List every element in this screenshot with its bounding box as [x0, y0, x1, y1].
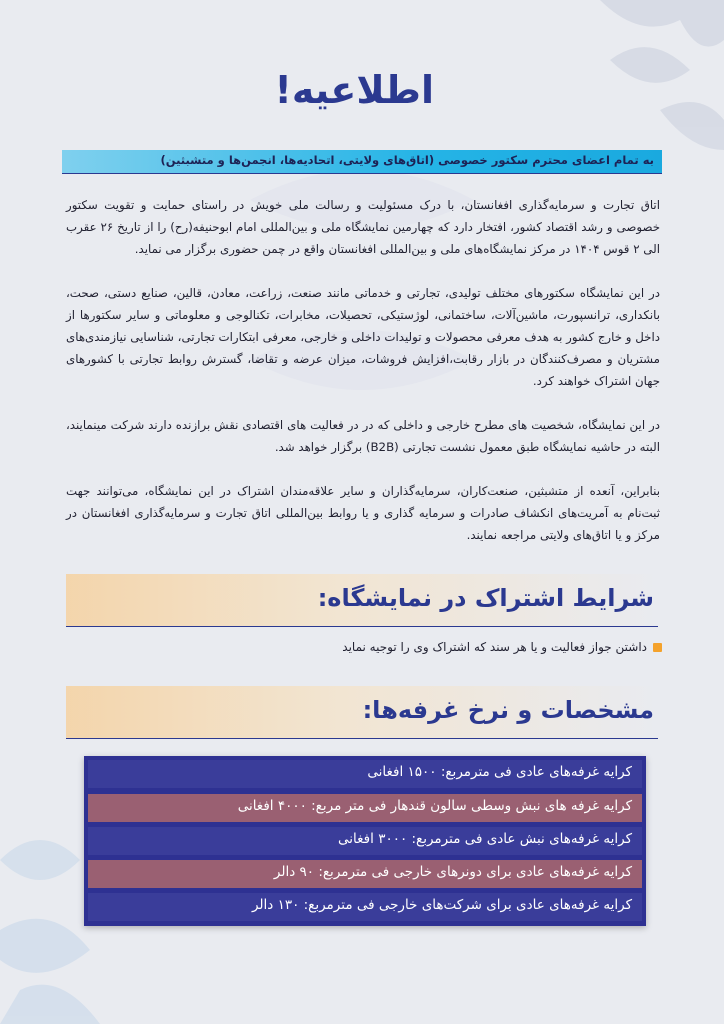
- table-row: کرایه غرفه‌های نبش عادی فی مترمربع: ۳۰۰۰ افغانی: [88, 827, 642, 855]
- audience-banner: به تمام اعضای محترم سکتور خصوصی (اتاق‌های ولایتی، اتحادیه‌ها، انجمن‌ها و متشبثین): [62, 150, 662, 174]
- page-title: اطلاعیه!: [274, 68, 434, 112]
- paragraph-sectors: در این نمایشگاه سکتورهای مختلف تولیدی، تجارتی و خدماتی مانند صنعت، زراعت، معادن، قالین، صنایع دستی، صحت، بانکداری، ترانسپورت، ماشین‌آلات، ساختمانی، لوژستیکی، تحصیلات، مخابرات، تکنالوجی و معلوماتی و سایر سکتورها از داخل و خارج کشور به هدف معرفی محصولات و تولیدات داخلی و خارجی، معرفی ابتکارات تجارتی، شناسایی نیازمندی‌های مشتریان و مصرف‌کنندگان در بازار رقابت،افزایش فروشات، میزان عرضه و تقاضا، گسترش روابط تجارتی با کشورهای جهان اشتراک خواهند کرد.: [66, 286, 660, 388]
- condition-text: داشتن جواز فعالیت و یا هر سند که اشتراک وی را توجیه نماید: [342, 640, 647, 654]
- paragraph-intro: اتاق تجارت و سرمایه‌گذاری افغانستان، با درک مسئولیت و رسالت ملی خویش در راستای حمایت و تقویت سکتور خصوصی و رشد اقتصاد کشور، افتخار دارد که چهارمین نمایشگاه ملی و بین‌المللی امام ابوحنیفه(رح) را از تاریخ ۲۶ عقرب الی ۲ قوس ۱۴۰۴ در مرکز نمایشگاه‌های ملی و بین‌المللی افغانستان واقع در چمن حضوری برگزار می نماید.: [66, 198, 660, 256]
- table-row: کرایه غرفه‌های عادی برای شرکت‌های خارجی فی مترمربع: ۱۳۰ دالر: [88, 893, 642, 921]
- booths-title: مشخصات و نرخ غرفه‌ها:: [362, 696, 654, 724]
- conditions-title: شرایط اشتراک در نمایشگاه:: [317, 584, 654, 612]
- paragraph-registration: بنابراین، آنعده از متشبثین، صنعت‌کاران، سرمایه‌گذاران و سایر علاقه‌مندان اشتراک در این نمایشگاه، می‌توانند جهت ثبت‌نام به آمریت‌های انکشاف صادرات و سرمایه گذاری و یا روابط بین‌المللی اتاق تجارت و سرمایه‌گذاری افغانستان در مرکز و یا اتاق‌های ولایتی مراجعه نمایند.: [66, 484, 660, 542]
- list-item: [342, 640, 662, 654]
- table-row: کرایه غرفه های نبش وسطی سالون قندهار فی متر مربع: ۴۰۰۰ افغانی: [88, 794, 642, 822]
- table-row: کرایه غرفه‌های عادی برای دونرهای خارجی فی مترمربع: ۹۰ دالر: [88, 860, 642, 888]
- paragraph-b2b: در این نمایشگاه، شخصیت های مطرح خارجی و داخلی که در در فعالیت های اقتصادی نقش برازنده دارند شرکت مینمایند، البته در حاشیه نمایشگاه طبق معمول نشست تجارتی (B2B) برگزار خواهد شد.: [66, 418, 660, 454]
- conditions-header: [66, 574, 658, 627]
- bullet-icon: [653, 643, 662, 652]
- booths-header: [66, 686, 658, 739]
- booth-rates-table: [84, 756, 646, 926]
- table-row: کرایه غرفه‌های عادی فی مترمربع: ۱۵۰۰ افغانی: [88, 760, 642, 788]
